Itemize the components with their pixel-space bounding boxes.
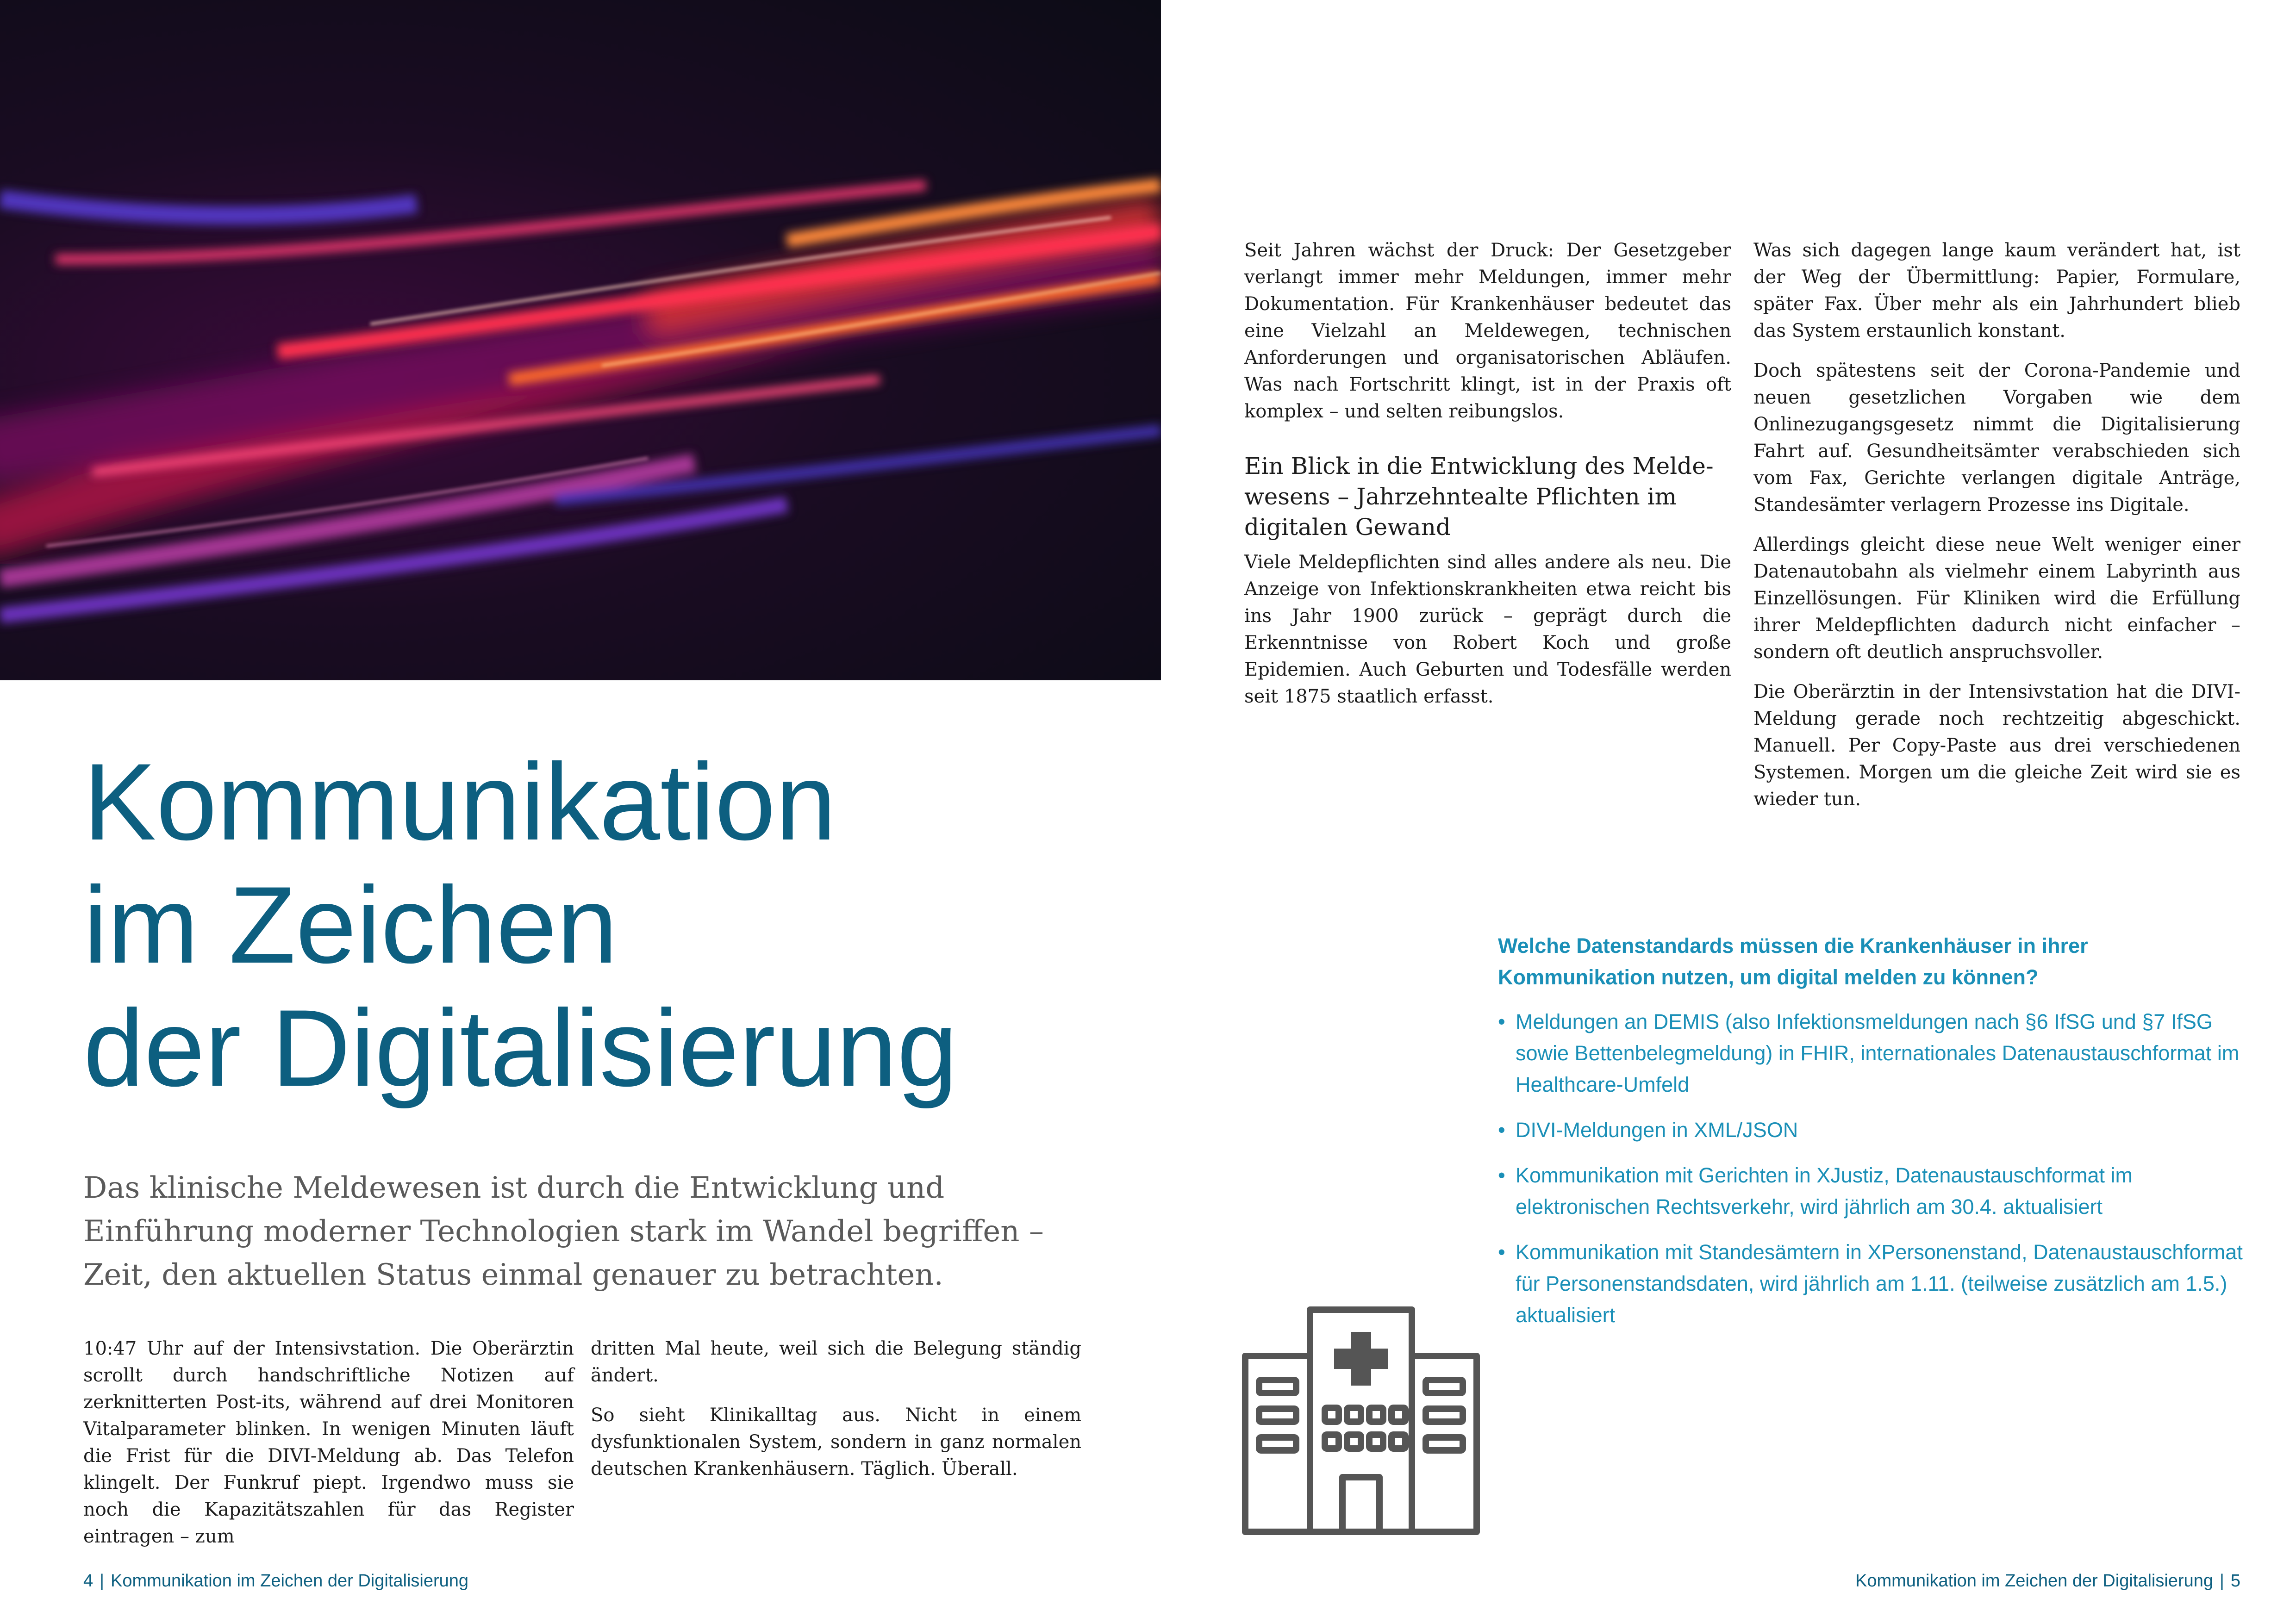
list-item <box>1498 1114 2243 1146</box>
section-heading <box>1244 451 1731 542</box>
body-column-right-2 <box>1753 237 2240 826</box>
list-item <box>1498 1237 2243 1331</box>
paragraph: Was sich dagegen lange kaum verändert hat, ist der Weg der Übermittlung: Papier, Formulare, später Fax. Über mehr als ein Jahrhundert blieb das System erstaunlich konstant. <box>1753 240 2240 342</box>
list-item-text: Kommunikation mit Standesämtern in XPersonenstand, Datenaustauschformat für Personenstandsdaten, wird jährlich am 1.11. (teilweise zusätzlich am 1.5.) aktualisiert <box>1516 1240 2243 1327</box>
body-column-left-2 <box>591 1335 1081 1495</box>
bullet: • <box>1498 1240 1505 1264</box>
section-heading-line: wesens – Jahrzehntealte Pflichten im <box>1244 483 1677 510</box>
info-box-list <box>1498 1006 2243 1331</box>
list-item-text: Meldungen an DEMIS (also Infektionsmeldungen nach §6 IfSG und §7 IfSG sowie Bettenbelegmeldung) in FHIR, internationales Datenaustauschformat im Healthcare-Umfeld <box>1516 1010 2240 1096</box>
lead-line: Einführung moderner Technologien stark im Wandel begriffen – <box>83 1214 1044 1249</box>
body-column-left-1 <box>83 1335 574 1563</box>
paragraph: So sieht Klinikalltag aus. Nicht in einem dysfunktionalen System, sondern in ganz normalen deutschen Krankenhäusern. Täglich. Überall. <box>591 1405 1081 1480</box>
list-item-text: DIVI-Meldungen in XML/JSON <box>1516 1118 1798 1142</box>
bullet: • <box>1498 1010 1505 1033</box>
list-item-text: Kommunikation mit Gerichten in XJustiz, Datenaustauschformat im elektronischen Rechtsverkehr, wird jährlich am 30.4. aktualisiert <box>1516 1163 2133 1219</box>
footer-title: Kommunikation im Zeichen der Digitalisierung <box>111 1571 469 1591</box>
body-column-right-1 <box>1244 237 1731 723</box>
paragraph: Viele Meldepflichten sind alles andere als neu. Die Anzeige von Infektionskrankheiten etwa reicht bis ins Jahr 1900 zurück – geprägt durch die Erkenntnisse von Robert Koch und große Epidemien. Auch Geburten und Todesfälle werden seit 1875 staatlich erfasst. <box>1244 552 1731 707</box>
info-box <box>1498 930 2243 1345</box>
footer-separator: | <box>2219 1571 2224 1591</box>
paragraph: Allerdings gleicht diese neue Welt weniger einer Datenautobahn als vielmehr einem Labyrinth aus Einzellösungen. Für Kliniken wird die Erfüllung ihrer Meldepflichten dadurch nicht einfacher – sondern oft deutlich anspruchsvoller. <box>1753 534 2240 663</box>
list-item <box>1498 1160 2243 1223</box>
light-trails-photo <box>0 0 1161 680</box>
page-title-line: im Zeichen <box>83 864 618 986</box>
page-number: 4 <box>83 1571 94 1591</box>
footer-title: Kommunikation im Zeichen der Digitalisierung <box>1855 1571 2213 1591</box>
info-box-question: Welche Datenstandards müssen die Krankenhäuser in ihrer Kommunikation nutzen, um digital melden zu können? <box>1498 934 2088 989</box>
footer-separator: | <box>100 1571 105 1591</box>
hospital-icon <box>1241 1305 1481 1536</box>
page-title-line: der Digitalisierung <box>83 987 958 1109</box>
bullet: • <box>1498 1163 1505 1187</box>
lead-line: Das klinische Meldewesen ist durch die Entwicklung und <box>83 1171 945 1205</box>
footer-right <box>1855 1570 2240 1592</box>
list-item <box>1498 1006 2243 1101</box>
page-title-line: Kommunikation <box>83 741 836 863</box>
lead-line: Zeit, den aktuellen Status einmal genauer zu betrachten. <box>83 1258 943 1292</box>
section-heading-line: Ein Blick in die Entwicklung des Melde- <box>1244 453 1714 479</box>
paragraph: Die Oberärztin in der Intensivstation hat die DIVI-Meldung gerade noch rechtzeitig abgeschickt. Manuell. Per Copy-Paste aus drei verschiedenen Systemen. Morgen um die gleiche Zeit wird sie es wieder tun. <box>1753 681 2240 810</box>
page-title <box>83 740 1148 1110</box>
paragraph: 10:47 Uhr auf der Intensivstation. Die Oberärztin scrollt durch handschriftliche Notizen auf zerknitterten Post-its, während auf drei Monitoren Vitalparameter blinken. In wenigen Minuten läuft die Frist für die DIVI-Meldung ab. Das Telefon klingelt. Der Funkruf piept. Irgendwo muss sie noch die Kapazitätszahlen für das Register eintragen – zum <box>83 1338 574 1547</box>
lead-paragraph <box>83 1166 1120 1297</box>
page-number: 5 <box>2230 1571 2240 1591</box>
paragraph: Seit Jahren wächst der Druck: Der Gesetzgeber verlangt immer mehr Meldungen, immer mehr Dokumentation. Für Krankenhäuser bedeutet das eine Vielzahl an Meldewegen, technischen Anforderungen und organisatorischen Abläufen. Was nach Fortschritt klingt, ist in der Praxis oft komplex – und selten reibungslos. <box>1244 240 1731 422</box>
footer-left <box>83 1570 468 1592</box>
paragraph: Doch spätestens seit der Corona-Pandemie und neuen gesetzlichen Vorgaben wie dem Onlinezugangsgesetz nimmt die Digitalisierung Fahrt auf. Gesundheitsämter verabschieden sich vom Fax, Gerichte verlangen digitale Anträge, Standesämter verlagern Prozesse ins Digitale. <box>1753 360 2240 516</box>
paragraph: dritten Mal heute, weil sich die Belegung ständig ändert. <box>591 1338 1081 1386</box>
hero-image <box>0 0 1161 680</box>
section-heading-line: digitalen Gewand <box>1244 514 1451 541</box>
bullet: • <box>1498 1118 1505 1142</box>
